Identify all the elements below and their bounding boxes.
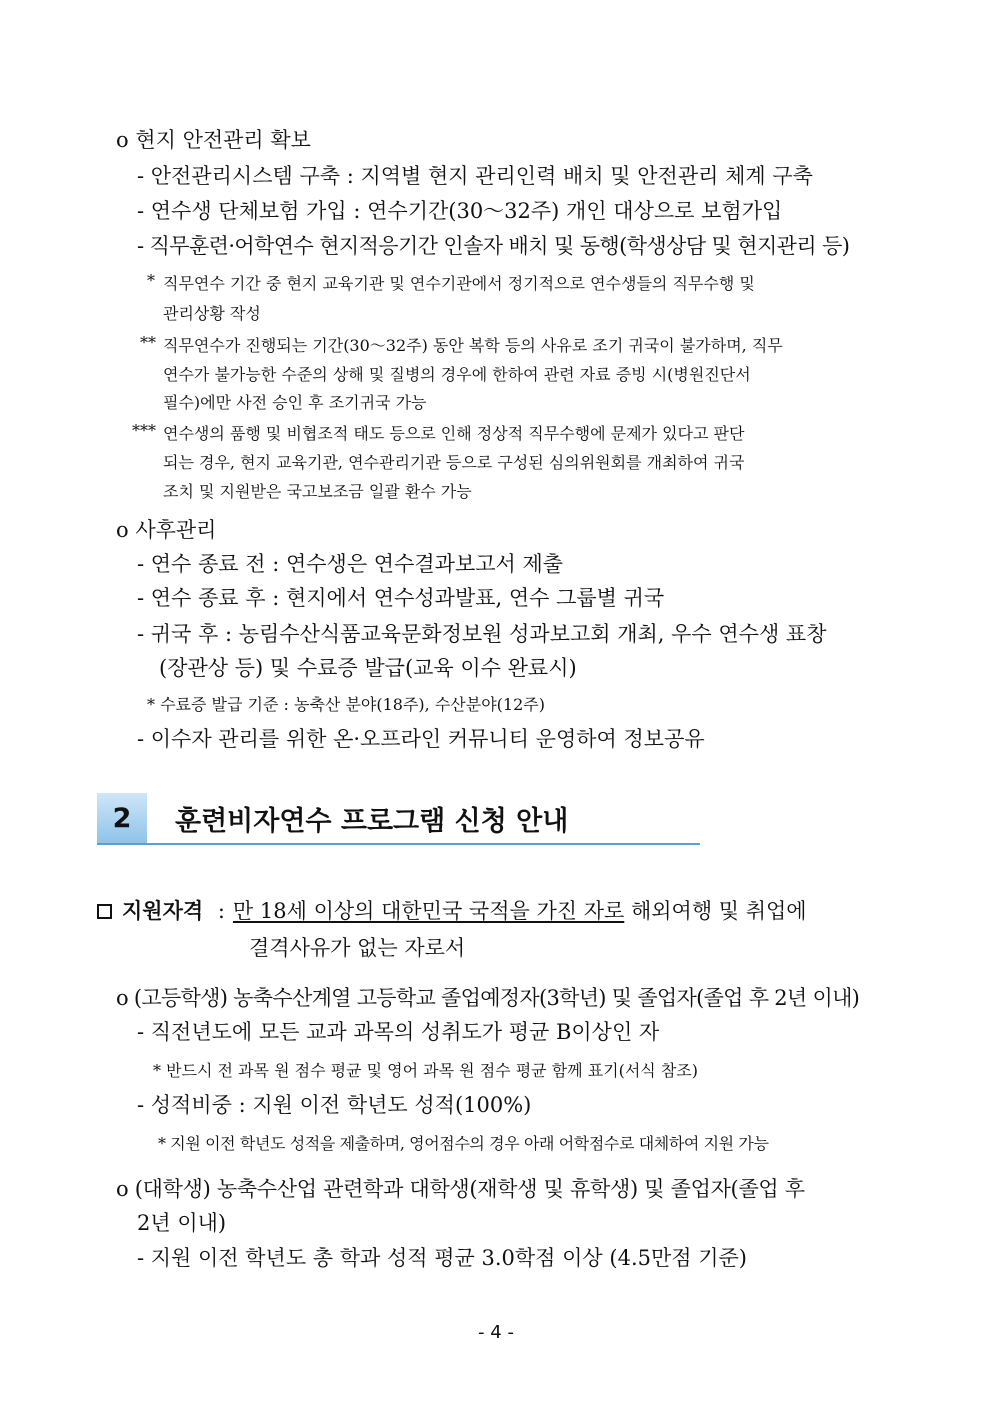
section-header xyxy=(97,793,700,845)
note-2-line-3: 필수)에만 사전 승인 후 조기귀국 가능 xyxy=(163,393,427,412)
aftercare-before-end: - 연수 종료 전 : 연수생은 연수결과보고서 제출 xyxy=(137,552,564,576)
eligibility-label: 지원자격 xyxy=(122,898,204,923)
highschool-note-2: * 지원 이전 학년도 성적을 제출하며, 영어점수의 경우 아래 어학점수로 대체하여 지원 가능 xyxy=(158,1134,769,1153)
eligibility-colon: : xyxy=(217,899,225,923)
university-heading-line-2: 2년 이내) xyxy=(137,1211,227,1235)
checkbox-icon xyxy=(97,904,112,919)
eligibility-highlight: 만 18세 이상의 대한민국 국적을 가진 자로 xyxy=(232,899,625,923)
university-gpa-requirement: - 지원 이전 학년도 총 학과 성적 평균 3.0학점 이상 (4.5만점 기준) xyxy=(137,1246,747,1270)
note-3-line-2: 되는 경우, 현지 교육기관, 연수관리기관 등으로 구성된 심의위원회를 개최하여 귀국 xyxy=(163,453,745,472)
page-number: - 4 - xyxy=(478,1322,514,1343)
aftercare-after-end: - 연수 종료 후 : 현지에서 연수성과발표, 연수 그룹별 귀국 xyxy=(137,586,665,610)
note-mark-1: * xyxy=(147,271,155,290)
safety-heading: o 현지 안전관리 확보 xyxy=(116,128,311,152)
aftercare-note: * 수료증 발급 기준 : 농축산 분야(18주), 수산분야(12주) xyxy=(147,695,545,714)
note-2-line-1: 직무연수가 진행되는 기간(30～32주) 동안 복학 등의 사유로 조기 귀국이 불가하며, 직무 xyxy=(163,336,783,355)
note-mark-2: ** xyxy=(140,333,156,352)
note-3-line-3: 조치 및 지원받은 국고보조금 일괄 환수 가능 xyxy=(163,482,472,501)
eligibility-rest: 해외여행 및 취업에 xyxy=(624,899,807,923)
eligibility-line-2: 결격사유가 없는 자로서 xyxy=(249,936,466,960)
section-number: 2 xyxy=(97,793,147,843)
note-2-line-2: 연수가 불가능한 수준의 상해 및 질병의 경우에 한하여 관련 자료 증빙 시(병원진단서 xyxy=(163,365,751,384)
aftercare-heading: o 사후관리 xyxy=(116,518,217,542)
university-heading-line-1: o (대학생) 농축수산업 관련학과 대학생(재학생 및 휴학생) 및 졸업자(졸업 후 xyxy=(116,1177,805,1201)
note-mark-3: *** xyxy=(132,421,156,440)
aftercare-return-line-2: (장관상 등) 및 수료증 발급(교육 이수 완료시) xyxy=(159,656,577,680)
note-3-line-1: 연수생의 품행 및 비협조적 태도 등으로 인해 정상적 직무수행에 문제가 있다고 판단 xyxy=(163,424,745,443)
highschool-note-1: * 반드시 전 과목 원 점수 평균 및 영어 과목 원 점수 평균 함께 표기(서식 참조) xyxy=(153,1061,698,1080)
note-1-line-1: 직무연수 기간 중 현지 교육기관 및 연수기관에서 정기적으로 연수생들의 직무수행 및 xyxy=(163,274,755,293)
aftercare-return-line-1: - 귀국 후 : 농림수산식품교육문화정보원 성과보고회 개최, 우수 연수생 표창 xyxy=(137,622,827,646)
note-1-line-2: 관리상황 작성 xyxy=(163,304,261,323)
section-title: 훈련비자연수 프로그램 신청 안내 xyxy=(175,806,569,837)
highschool-grade-requirement: - 직전년도에 모든 교과 과목의 성취도가 평균 B이상인 자 xyxy=(137,1020,660,1044)
section-underline xyxy=(97,843,700,845)
aftercare-community: - 이수자 관리를 위한 온·오프라인 커뮤니티 운영하여 정보공유 xyxy=(137,727,705,751)
eligibility-line-1 xyxy=(97,895,807,925)
safety-item-system: - 안전관리시스템 구축 : 지역별 현지 관리인력 배치 및 안전관리 체계 구축 xyxy=(137,164,813,188)
safety-item-insurance: - 연수생 단체보험 가입 : 연수기간(30～32주) 개인 대상으로 보험가입 xyxy=(137,199,783,223)
highschool-grade-weight: - 성적비중 : 지원 이전 학년도 성적(100%) xyxy=(137,1093,532,1117)
highschool-heading: o (고등학생) 농축수산계열 고등학교 졸업예정자(3학년) 및 졸업자(졸업 후 2년 이내) xyxy=(116,986,860,1010)
safety-item-escort: - 직무훈련·어학연수 현지적응기간 인솔자 배치 및 동행(학생상담 및 현지관리 등) xyxy=(137,234,850,258)
